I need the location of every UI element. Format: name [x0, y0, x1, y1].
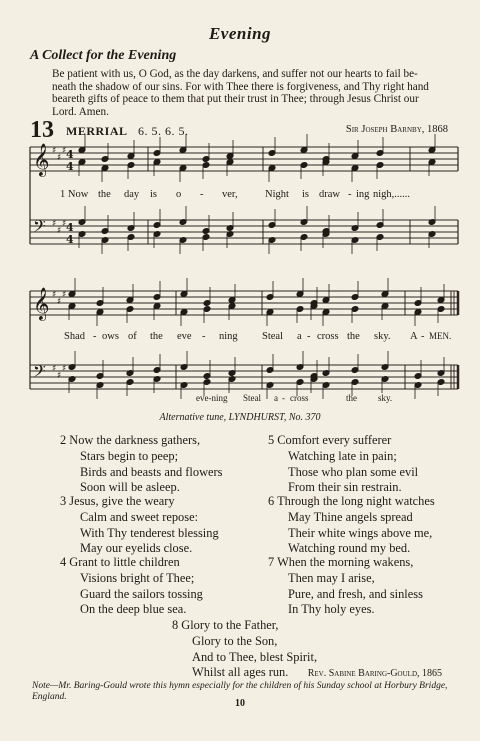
sharp-sign: ♯: [62, 146, 67, 156]
lyric: -: [421, 331, 425, 342]
stanza-line: Their white wings above me,: [288, 525, 433, 540]
composer-name: Sir Joseph Barnby,: [345, 124, 425, 135]
sharp-sign: ♯: [57, 226, 62, 236]
bar-lines: [30, 147, 458, 389]
lyric: MEN.: [429, 331, 452, 341]
page-number: 10: [235, 698, 245, 709]
collect-line: neath the shadow of our sins. For with Thee there is forgiveness, and Thy right hand: [52, 80, 429, 93]
collect-line: Be patient with us, O God, as the day darkens, and suffer not our hearts to fail be-: [52, 68, 418, 80]
stanza-line: Calm and sweet repose:: [80, 509, 199, 524]
lyric: -: [202, 331, 206, 342]
stanza-line: Soon will be asleep.: [80, 480, 180, 495]
lyric: -: [348, 189, 352, 200]
stanza-line: From their sin restrain.: [288, 480, 402, 495]
stanza-line: Guard the sailors tossing: [80, 586, 203, 601]
sharp-sign: ♯: [62, 364, 67, 374]
lyric: ows: [102, 331, 119, 342]
stanza-line: Whilst all ages run.: [192, 665, 289, 680]
lyric: A: [410, 331, 418, 342]
lyric: draw: [319, 189, 340, 200]
bass-lyric: cross: [290, 393, 309, 403]
time-signature: 4: [66, 233, 74, 246]
stanza-line: Watching late in pain;: [288, 448, 397, 463]
collect-line: beareth gifts of peace to them that put their trust in Thee; through Jesus Christ our: [52, 93, 419, 106]
sharp-sign: ♯: [62, 290, 67, 300]
stanza-line: Visions bright of Thee;: [80, 570, 195, 585]
bass-lyric: a: [274, 393, 278, 403]
stanza-line: On the deep blue sea.: [80, 602, 187, 617]
stanza-7: [268, 555, 423, 618]
sharp-sign: ♯: [52, 364, 57, 374]
bass-lyric: -: [282, 393, 285, 403]
lyric: nigh,......: [373, 189, 411, 200]
tune-meter: 6. 5. 6. 5.: [138, 124, 189, 138]
lyric: o: [176, 189, 182, 200]
lyric: eve: [177, 331, 192, 342]
lyric: the: [347, 331, 360, 342]
sharp-sign: ♯: [52, 219, 57, 229]
sharp-sign: ♯: [52, 146, 57, 156]
stanza-5: [268, 433, 418, 496]
lyric: Night: [265, 189, 289, 200]
time-signature: 4: [66, 221, 74, 234]
stanza-line: 8 Glory to the Father,: [172, 618, 279, 632]
tune-name: MERRIAL: [66, 124, 128, 138]
lyric: sky.: [374, 331, 391, 342]
stanza-line: May our eyelids close.: [80, 541, 193, 556]
lyric: -: [93, 331, 97, 342]
lyric: is: [302, 189, 310, 200]
bass-clef: 𝄢: [33, 361, 46, 385]
bass-lyric: sky.: [378, 393, 393, 403]
sharp-sign: ♯: [57, 153, 62, 163]
stanza-3: [60, 494, 219, 557]
bass-lyric: Steal: [243, 393, 261, 403]
stanza-line: 4 Grant to little children: [60, 555, 180, 569]
stanza-4: [60, 555, 203, 618]
sharp-sign: ♯: [52, 290, 57, 300]
stanza-line: 7 When the morning wakens,: [268, 555, 414, 569]
stanza-line: Then may I arise,: [288, 570, 375, 585]
lyric: the: [150, 331, 163, 342]
collect-title: A Collect for the Evening: [30, 48, 177, 63]
stanza-line: Watching round my bed.: [288, 541, 411, 556]
lyric: ning: [219, 331, 238, 342]
collect-line: Lord. Amen.: [52, 105, 109, 118]
treble-clef: 𝄞: [33, 287, 50, 320]
stanza-line: Stars begin to peep;: [80, 448, 179, 463]
stanza-6: [268, 494, 435, 557]
staff-lines: [30, 147, 458, 389]
lyric: the: [98, 189, 111, 200]
sharp-sign: ♯: [62, 219, 67, 229]
stanza-line: Birds and beasts and flowers: [80, 464, 223, 479]
bass-lyric: eve-ning: [196, 393, 228, 403]
lyric: a: [297, 331, 302, 342]
lyric: day: [124, 189, 140, 200]
stanza-line: Those who plan some evil: [288, 464, 419, 479]
sharp-sign: ♯: [57, 297, 62, 307]
lyric: -: [200, 189, 204, 200]
lyric: Shad: [64, 331, 85, 342]
lyric: ing: [356, 189, 370, 200]
sharp-sign: ♯: [57, 371, 62, 381]
lyric: ver,: [222, 189, 238, 200]
hymn-number: 13: [30, 117, 54, 143]
treble-clef: 𝄞: [33, 143, 50, 176]
stanza-line: Pure, and fresh, and sinless: [288, 586, 423, 601]
stanza-8: [172, 618, 317, 681]
clefs: [33, 143, 74, 385]
lyric: is: [150, 189, 158, 200]
stanza-line: May Thine angels spread: [288, 509, 413, 524]
stanza-line: With Thy tenderest blessing: [80, 525, 219, 540]
stanza-line: And to Thee, blest Spirit,: [192, 649, 318, 664]
stanza-line: 2 Now the darkness gathers,: [60, 433, 201, 447]
page-title: Evening: [208, 24, 272, 43]
bass-lyric: the: [346, 393, 357, 403]
stanza-line: 3 Jesus, give the weary: [60, 494, 175, 508]
lyric: 1 Now: [60, 189, 89, 200]
stanza-line: In Thy holy eyes.: [288, 602, 375, 617]
notes: [68, 134, 445, 399]
alternative-tune: Alternative tune, LYNDHURST, No. 370: [159, 412, 321, 423]
text-author: Rev. Sabine Baring-Gould, 1865: [307, 668, 442, 679]
stanza-2: [60, 433, 222, 496]
stanza-line: 5 Comfort every sufferer: [268, 433, 392, 447]
footnote: Note—Mr. Baring-Gould wrote this hymn especially for the children of his Sunday school at Horbury Bridge, England.: [32, 681, 448, 702]
time-signature: 4: [66, 160, 74, 173]
stanza-line: 6 Through the long night watches: [268, 494, 435, 508]
lyric: Steal: [262, 331, 283, 342]
lyric: -: [307, 331, 311, 342]
lyric: of: [128, 331, 137, 342]
bass-clef: 𝄢: [33, 216, 46, 240]
composer-year: 1868: [427, 124, 448, 135]
stanza-line: Glory to the Son,: [192, 633, 278, 648]
time-signature: 4: [66, 148, 74, 161]
lyric: cross: [317, 331, 339, 342]
